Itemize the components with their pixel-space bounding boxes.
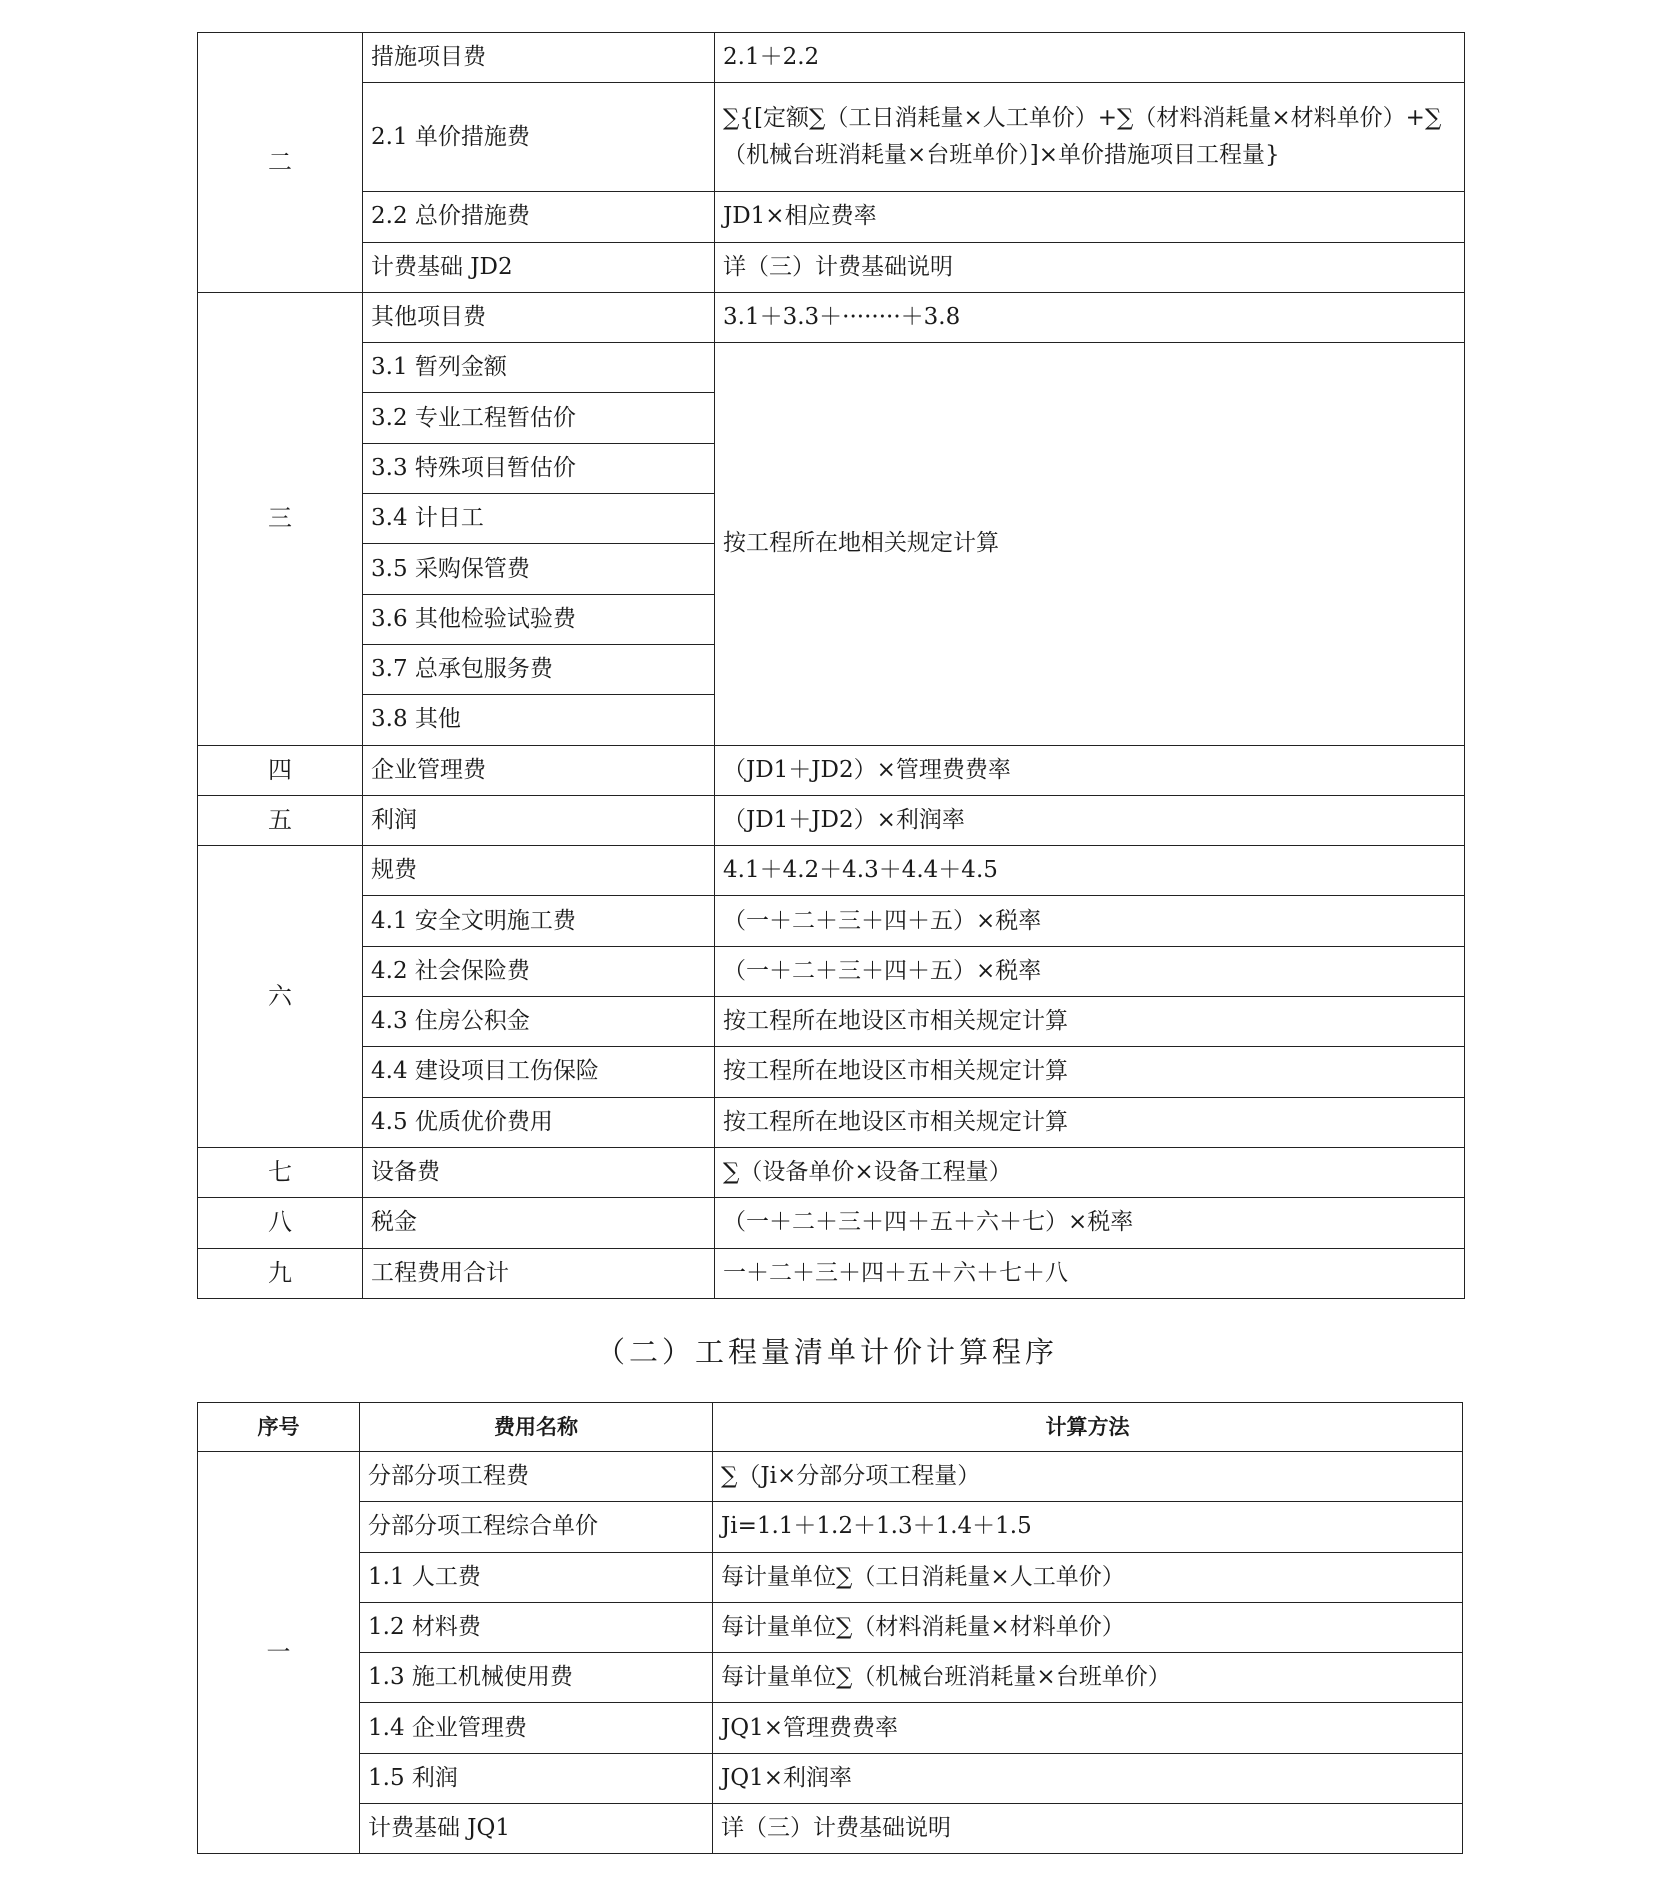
table-row [198, 343, 1465, 393]
fee-name-cell: 工程费用合计 [363, 1248, 715, 1298]
fee-name-cell: 利润 [363, 795, 715, 845]
fee-name-cell: 措施项目费 [363, 33, 715, 83]
fee-name-cell: 2.2 总价措施费 [363, 192, 715, 242]
fee-name-cell: 4.3 住房公积金 [363, 997, 715, 1047]
calc-method-cell: （一＋二＋三＋四＋五＋六＋七）×税率 [715, 1198, 1465, 1248]
fee-name-cell: 其他项目费 [363, 292, 715, 342]
bill-of-quantities-calc-table [197, 1402, 1463, 1854]
table-row [198, 242, 1465, 292]
fee-name-cell: 3.1 暂列金额 [363, 343, 715, 393]
table-row [198, 846, 1465, 896]
fee-name-cell: 3.7 总承包服务费 [363, 644, 715, 694]
calc-method-cell: 每计量单位∑（机械台班消耗量×台班单价） [713, 1653, 1463, 1703]
fee-name-cell: 2.1 单价措施费 [363, 83, 715, 192]
fee-name-cell: 1.1 人工费 [360, 1552, 713, 1602]
fee-name-cell: 3.4 计日工 [363, 494, 715, 544]
calc-method-cell: 按工程所在地设区市相关规定计算 [715, 997, 1465, 1047]
section-title: （二）工程量清单计价计算程序 [595, 1335, 1058, 1369]
fee-name-cell: 1.4 企业管理费 [360, 1703, 713, 1753]
fee-name-cell: 1.2 材料费 [360, 1602, 713, 1652]
calc-method-cell: 每计量单位∑（材料消耗量×材料单价） [713, 1602, 1463, 1652]
calc-method-cell: ∑（设备单价×设备工程量） [715, 1147, 1465, 1197]
seq-cell: 五 [198, 795, 363, 845]
fee-name-cell: 3.5 采购保管费 [363, 544, 715, 594]
table-row [198, 1602, 1463, 1652]
table-row [198, 1502, 1463, 1552]
calc-method-cell: Ji=1.1＋1.2＋1.3＋1.4＋1.5 [713, 1502, 1463, 1552]
calc-method-cell: ∑{[定额∑（工日消耗量×人工单价）+∑（材料消耗量×材料单价）+∑（机械台班消耗量×台班单价）]×单价措施项目工程量} [715, 83, 1465, 192]
calc-method-cell: ∑（Ji×分部分项工程量） [713, 1452, 1463, 1502]
table-row [198, 292, 1465, 342]
table-row [198, 33, 1465, 83]
calc-method-cell: （JD1＋JD2）×管理费费率 [715, 745, 1465, 795]
fee-name-cell: 4.2 社会保险费 [363, 946, 715, 996]
fee-name-cell: 3.3 特殊项目暂估价 [363, 443, 715, 493]
table-row [198, 1804, 1463, 1854]
table-row [198, 745, 1465, 795]
table-row [198, 1097, 1465, 1147]
fee-name-cell: 4.1 安全文明施工费 [363, 896, 715, 946]
fee-name-cell: 分部分项工程综合单价 [360, 1502, 713, 1552]
table-header-row [198, 1403, 1463, 1452]
calc-method-cell: 一＋二＋三＋四＋五＋六＋七＋八 [715, 1248, 1465, 1298]
calc-method-cell: 按工程所在地设区市相关规定计算 [715, 1047, 1465, 1097]
fee-name-cell: 计费基础 JQ1 [360, 1804, 713, 1854]
table-row [198, 997, 1465, 1047]
calc-method-cell: 详（三）计费基础说明 [715, 242, 1465, 292]
seq-cell: 一 [198, 1452, 360, 1854]
fee-name-cell: 设备费 [363, 1147, 715, 1197]
calc-method-cell: （一＋二＋三＋四＋五）×税率 [715, 946, 1465, 996]
calc-method-cell: （一＋二＋三＋四＋五）×税率 [715, 896, 1465, 946]
table-row [198, 1653, 1463, 1703]
table-row [198, 946, 1465, 996]
seq-cell: 二 [198, 33, 363, 293]
seq-cell: 九 [198, 1248, 363, 1298]
table-row [198, 1147, 1465, 1197]
seq-cell: 八 [198, 1198, 363, 1248]
table-row [198, 83, 1465, 192]
fee-name-cell: 1.3 施工机械使用费 [360, 1653, 713, 1703]
fee-name-cell: 计费基础 JD2 [363, 242, 715, 292]
calc-method-cell: 详（三）计费基础说明 [713, 1804, 1463, 1854]
calc-method-cell: 每计量单位∑（工日消耗量×人工单价） [713, 1552, 1463, 1602]
seq-cell: 七 [198, 1147, 363, 1197]
calc-method-cell: 2.1＋2.2 [715, 33, 1465, 83]
fee-name-cell: 3.2 专业工程暂估价 [363, 393, 715, 443]
table-row [198, 1703, 1463, 1753]
fee-name-cell: 税金 [363, 1198, 715, 1248]
table-row [198, 1198, 1465, 1248]
seq-cell: 六 [198, 846, 363, 1148]
header-calc-method: 计算方法 [713, 1403, 1463, 1452]
table-row [198, 1452, 1463, 1502]
fee-name-cell: 企业管理费 [363, 745, 715, 795]
fee-name-cell: 4.4 建设项目工伤保险 [363, 1047, 715, 1097]
table-row [198, 1753, 1463, 1803]
table-row [198, 192, 1465, 242]
fee-name-cell: 3.6 其他检验试验费 [363, 594, 715, 644]
calc-method-cell: JD1×相应费率 [715, 192, 1465, 242]
calc-method-cell: 4.1＋4.2＋4.3＋4.4＋4.5 [715, 846, 1465, 896]
table-row [198, 1248, 1465, 1298]
table-row [198, 795, 1465, 845]
fee-name-cell: 分部分项工程费 [360, 1452, 713, 1502]
calc-method-cell: （JD1＋JD2）×利润率 [715, 795, 1465, 845]
table-row [198, 1552, 1463, 1602]
calc-method-cell: 按工程所在地设区市相关规定计算 [715, 1097, 1465, 1147]
table-row [198, 896, 1465, 946]
seq-cell: 三 [198, 292, 363, 745]
fee-calculation-table-continued [197, 32, 1465, 1299]
calc-method-cell: 3.1＋3.3＋········＋3.8 [715, 292, 1465, 342]
calc-method-cell: JQ1×管理费费率 [713, 1703, 1463, 1753]
calc-method-merged-cell: 按工程所在地相关规定计算 [715, 343, 1465, 745]
calc-method-cell: JQ1×利润率 [713, 1753, 1463, 1803]
fee-name-cell: 4.5 优质优价费用 [363, 1097, 715, 1147]
fee-name-cell: 1.5 利润 [360, 1753, 713, 1803]
header-seq: 序号 [198, 1403, 360, 1452]
fee-name-cell: 3.8 其他 [363, 695, 715, 745]
seq-cell: 四 [198, 745, 363, 795]
table-row [198, 1047, 1465, 1097]
header-fee-name: 费用名称 [360, 1403, 713, 1452]
fee-name-cell: 规费 [363, 846, 715, 896]
